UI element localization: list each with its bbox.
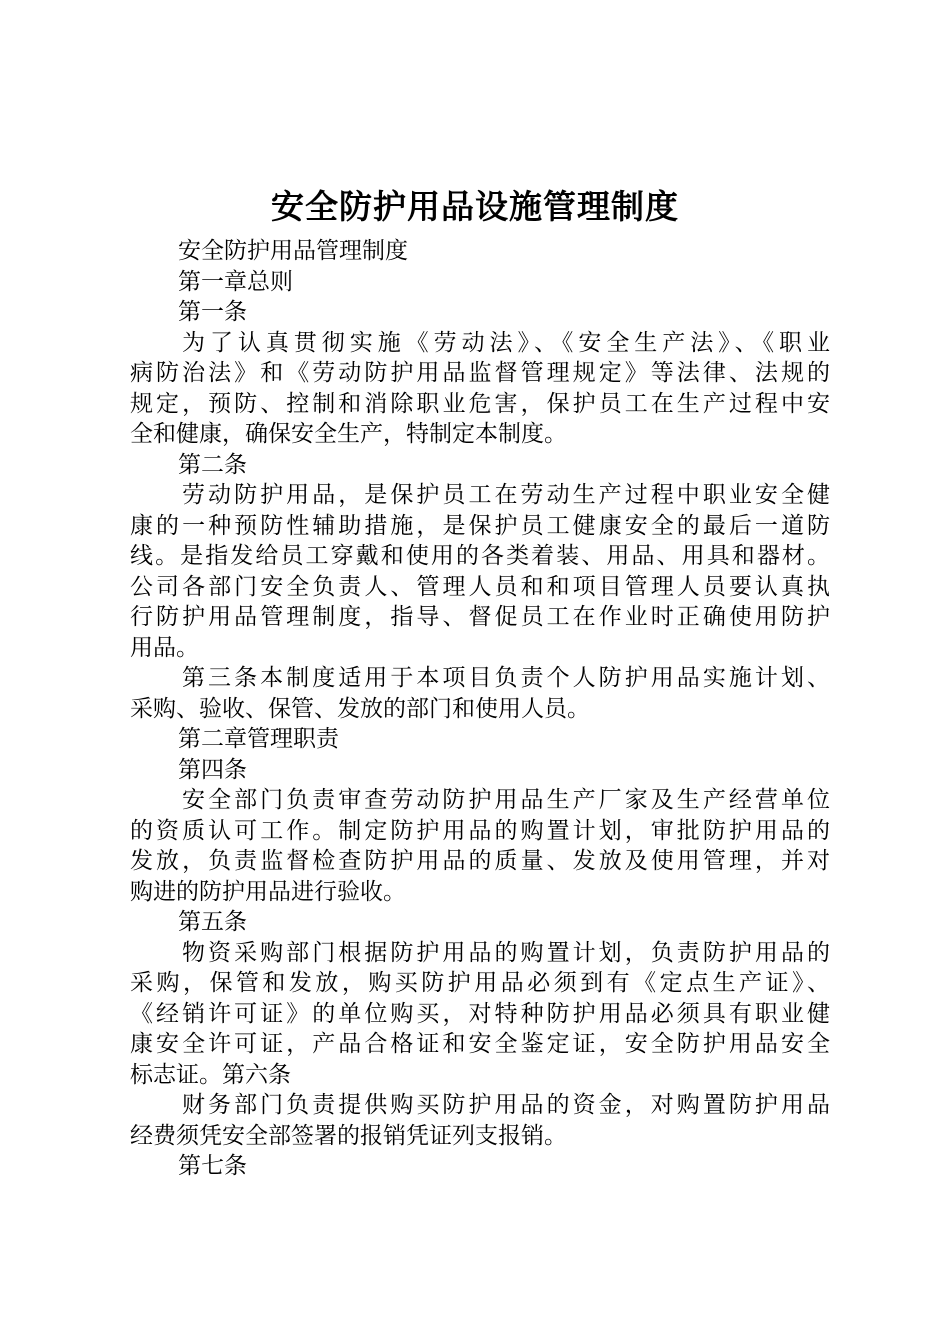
- paragraph-line: 经费须凭安全部签署的报销凭证列支报销。: [130, 1122, 567, 1149]
- paragraph-line: 病防治法》和《劳动防护用品监督管理规定》等法律、法规的: [130, 360, 830, 386]
- paragraph-line: 财务部门负责提供购买防护用品的资金，对购置防护用品: [182, 1092, 830, 1118]
- paragraph-line: 全和健康，确保安全生产，特制定本制度。: [130, 421, 567, 447]
- article-heading: 第七条: [178, 1153, 247, 1179]
- paragraph-line: 线。是指发给员工穿戴和使用的各类着装、用品、用具和器材。: [130, 543, 830, 569]
- paragraph-line: 采购，保管和发放，购买防护用品必须到有《定点生产证》、: [130, 970, 830, 996]
- paragraph-line: 公司各部门安全负责人、管理人员和和项目管理人员要认真执: [130, 573, 830, 600]
- subtitle: 安全防护用品管理制度: [178, 238, 408, 264]
- paragraph-line: 劳动防护用品，是保护员工在劳动生产过程中职业安全健: [182, 482, 830, 508]
- paragraph-line: 规定，预防、控制和消除职业危害，保护员工在生产过程中安: [130, 390, 830, 417]
- paragraph-line: 第三条本制度适用于本项目负责个人防护用品实施计划、: [182, 665, 830, 691]
- paragraph-line: 行防护用品管理制度，指导、督促员工在作业时正确使用防护: [130, 604, 830, 630]
- paragraph-line: 的资质认可工作。制定防护用品的购置计划，审批防护用品的: [130, 817, 830, 844]
- document-body: [130, 236, 830, 1182]
- paragraph-line: 康的一种预防性辅助措施，是保护员工健康安全的最后一道防: [130, 512, 830, 539]
- paragraph-line: 购进的防护用品进行验收。: [130, 878, 406, 905]
- article-heading: 第五条: [178, 909, 247, 935]
- document-title: 安全防护用品设施管理制度: [271, 187, 679, 226]
- paragraph-line: 用品。: [130, 634, 199, 661]
- paragraph-line: 发放，负责监督检查防护用品的质量、发放及使用管理，并对: [130, 848, 830, 874]
- paragraph-line: 标志证。第六条: [130, 1061, 291, 1088]
- paragraph-line: 物资采购部门根据防护用品的购置计划，负责防护用品的: [182, 939, 830, 966]
- chapter-heading: 第一章总则: [178, 268, 293, 295]
- article-heading: 第一条: [178, 299, 247, 325]
- paragraph-line: 采购、验收、保管、发放的部门和使用人员。: [130, 695, 590, 722]
- article-heading: 第二条: [178, 451, 247, 478]
- chapter-heading: 第二章管理职责: [178, 726, 339, 752]
- paragraph-line: 康安全许可证，产品合格证和安全鉴定证，安全防护用品安全: [130, 1031, 830, 1057]
- article-heading: 第四条: [178, 756, 247, 783]
- paragraph-line: 安全部门负责审查劳动防护用品生产厂家及生产经营单位: [182, 787, 830, 813]
- paragraph-line: 为了认真贯彻实施《劳动法》、《安全生产法》、《职业: [182, 329, 830, 356]
- paragraph-line: 《经销许可证》的单位购买，对特种防护用品必须具有职业健: [130, 1000, 830, 1027]
